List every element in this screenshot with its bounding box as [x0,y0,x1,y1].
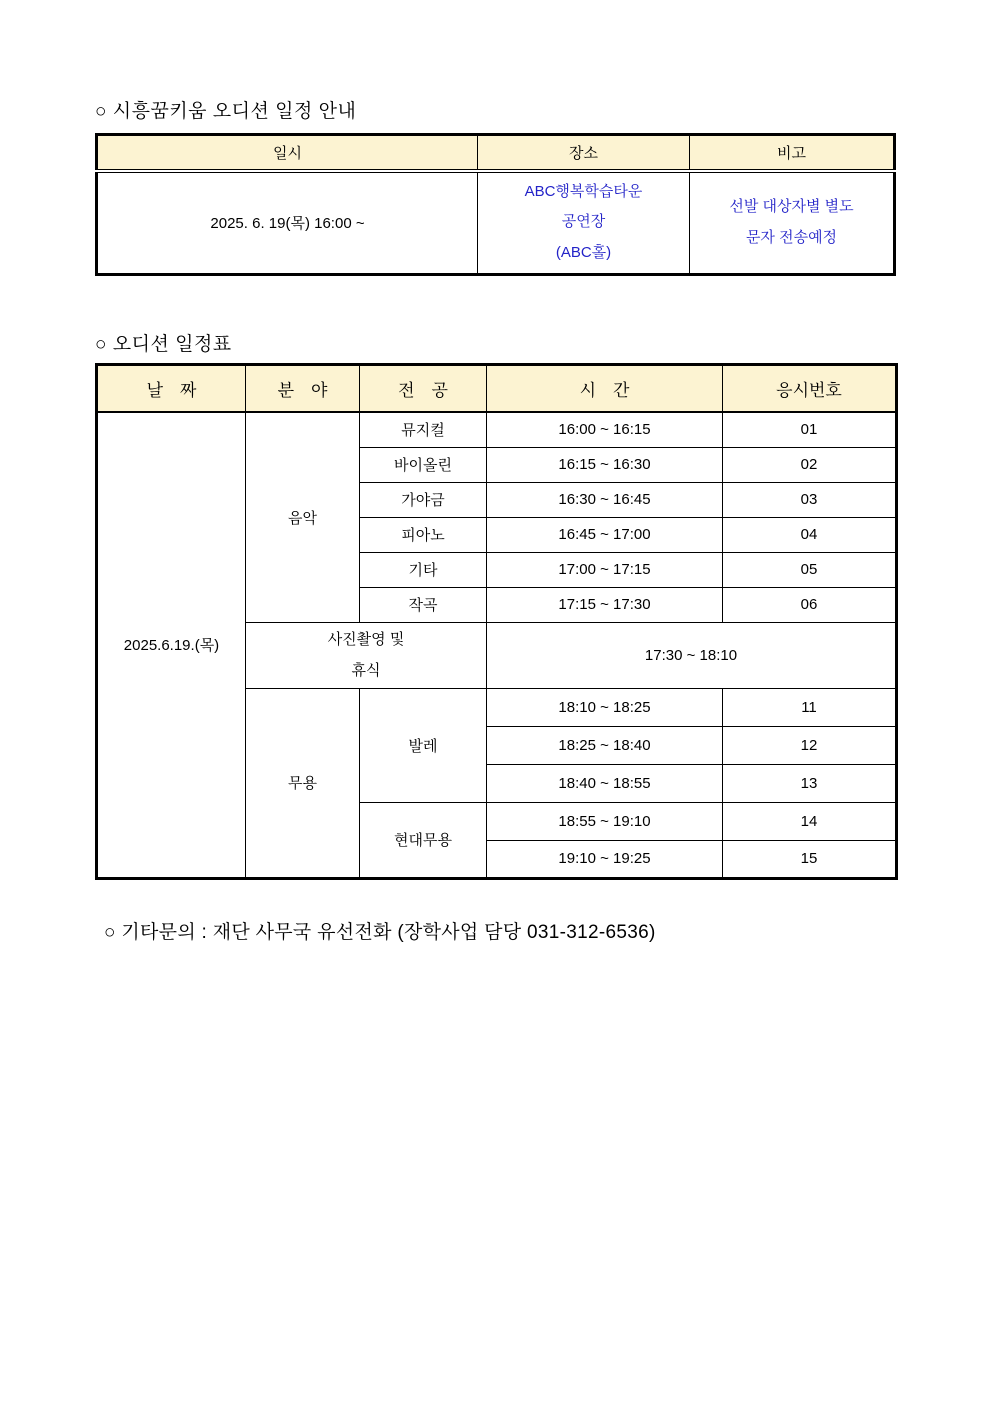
major-ballet-cell: 발레 [360,688,487,802]
time-cell: 16:15 ~ 16:30 [487,447,723,482]
venue-line-2: 공연장 [561,213,606,231]
contact-info-text: ○ 기타문의 : 재단 사무국 유선전화 (장학사업 담당 031-312-6536) [104,922,656,943]
table1-header-note: 비고 [690,135,895,172]
time-cell: 16:00 ~ 16:15 [487,412,723,447]
time-cell: 18:10 ~ 18:25 [487,688,723,726]
time-cell: 18:25 ~ 18:40 [487,726,723,764]
number-cell: 05 [723,552,897,587]
time-cell: 16:30 ~ 16:45 [487,482,723,517]
break-time-cell: 17:30 ~ 18:10 [487,622,897,688]
venue-line-3: (ABC홀) [555,244,612,262]
time-cell: 17:00 ~ 17:15 [487,552,723,587]
table2-header-number: 응시번호 [723,365,897,413]
field-music-cell: 음악 [246,412,360,622]
table1-header-row [97,135,895,172]
number-cell: 01 [723,412,897,447]
number-cell: 02 [723,447,897,482]
time-cell: 18:40 ~ 18:55 [487,764,723,802]
audition-timetable [95,363,898,880]
table2-header-time: 시 간 [487,365,723,413]
major-modern-dance-cell: 현대무용 [360,802,487,878]
major-cell: 뮤지컬 [360,412,487,447]
time-cell: 17:15 ~ 17:30 [487,587,723,622]
break-label-cell [246,622,487,688]
field-dance-cell: 무용 [246,688,360,878]
number-cell: 03 [723,482,897,517]
date-cell: 2025.6.19.(목) [97,412,246,878]
audition-schedule-notice-title: ○ 시흥꿈키움 오디션 일정 안내 [95,101,357,122]
audition-timetable-title: ○ 오디션 일정표 [95,334,232,355]
schedule-row [97,412,897,447]
time-cell: 16:45 ~ 17:00 [487,517,723,552]
major-cell: 작곡 [360,587,487,622]
break-label-line-1: 사진촬영 및 [327,630,405,648]
table1-data-row [97,171,895,274]
venue-line-1: ABC행복학습타운 [524,182,643,200]
time-cell: 19:10 ~ 19:25 [487,840,723,878]
major-cell: 기타 [360,552,487,587]
major-cell: 가야금 [360,482,487,517]
number-cell: 04 [723,517,897,552]
number-cell: 13 [723,764,897,802]
table1-header-datetime: 일시 [97,135,478,172]
audition-info-table [95,133,896,276]
venue-cell [478,171,690,274]
table2-header-field: 분 야 [246,365,360,413]
datetime-cell: 2025. 6. 19(목) 16:00 ~ [97,171,478,274]
note-cell [690,171,895,274]
number-cell: 15 [723,840,897,878]
table1-header-venue: 장소 [478,135,690,172]
table2-header-date: 날 짜 [97,365,246,413]
major-cell: 바이올린 [360,447,487,482]
table2-header-major: 전 공 [360,365,487,413]
number-cell: 12 [723,726,897,764]
major-cell: 피아노 [360,517,487,552]
break-label-line-2: 휴식 [351,662,381,679]
note-line-2: 문자 전송예정 [745,228,838,246]
number-cell: 14 [723,802,897,840]
time-cell: 18:55 ~ 19:10 [487,802,723,840]
note-line-1: 선발 대상자별 별도 [729,198,854,215]
number-cell: 11 [723,688,897,726]
table2-header-row [97,365,897,413]
number-cell: 06 [723,587,897,622]
